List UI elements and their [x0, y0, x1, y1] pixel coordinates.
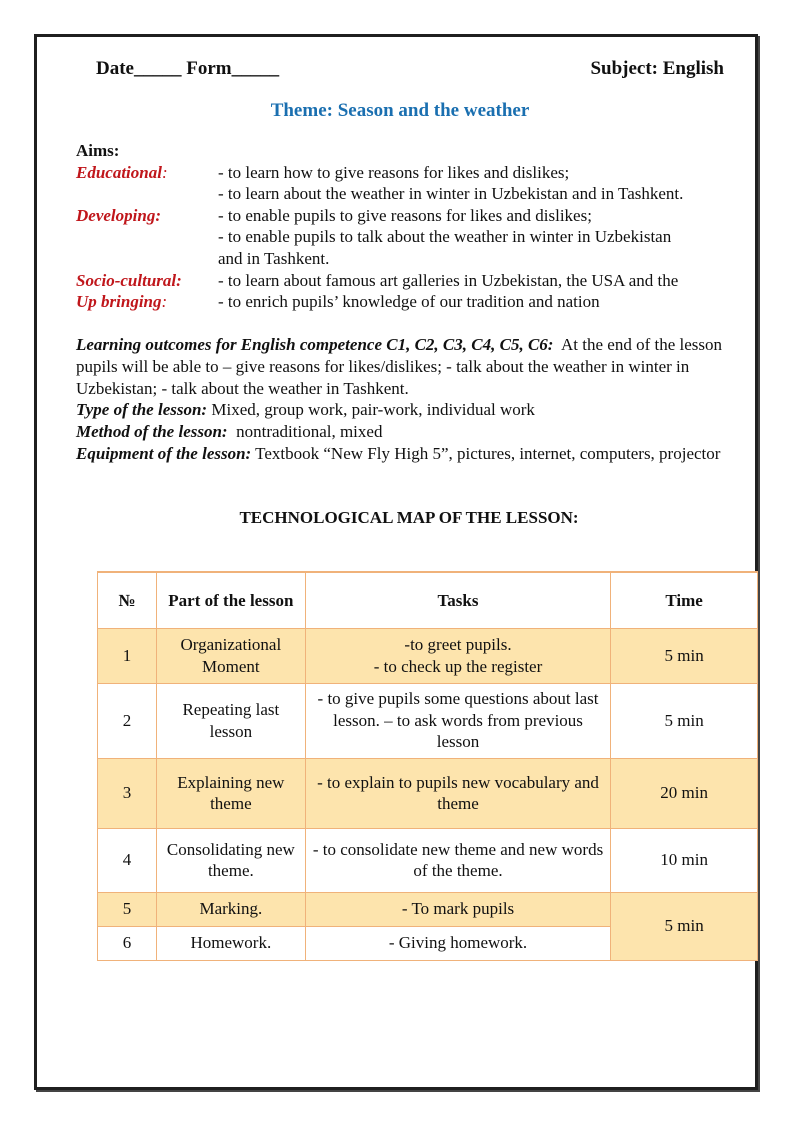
- row-tasks: [305, 758, 610, 828]
- header-tasks: Tasks: [305, 572, 610, 628]
- aim-line: - to learn about famous art galleries in Uzbekistan, the USA and the: [218, 270, 679, 290]
- table-header-row: [98, 572, 758, 628]
- header: [96, 58, 724, 80]
- subject-line: Subject: English: [590, 58, 724, 79]
- aim-label: Up bringing: [76, 292, 162, 312]
- row-part: Repeating last lesson: [156, 683, 305, 758]
- row-number: 1: [98, 628, 157, 683]
- lesson-method-label: Method of the lesson:: [76, 422, 228, 442]
- lesson-method: [76, 421, 746, 443]
- row-part: Organizational Moment: [156, 628, 305, 683]
- equipment-label: Equipment of the lesson:: [76, 443, 252, 463]
- lesson-type-value: Mixed, group work, pair-work, individual work: [211, 400, 535, 420]
- row-number: 2: [98, 683, 157, 758]
- table-row: [98, 683, 758, 758]
- row-time: 20 min: [611, 758, 758, 828]
- row-time: 5 min: [611, 628, 758, 683]
- row-tasks: [305, 828, 610, 892]
- aim-line: - to enable pupils to give reasons for likes and dislikes;: [218, 205, 592, 225]
- row-number: 6: [98, 926, 157, 960]
- aim-label: Educational: [76, 162, 162, 182]
- row-part: Homework.: [156, 926, 305, 960]
- aim-developing: [76, 205, 756, 270]
- table-row: [98, 892, 758, 926]
- row-number: 5: [98, 892, 157, 926]
- outcomes-text: At the end of the lesson pupils will be able to – give reasons for likes/dislikes; - talk about the weather in winter in Uzbekistan; - talk about the weather in Tashkent.: [76, 335, 723, 398]
- row-number: 4: [98, 828, 157, 892]
- row-part: Consolidating new theme.: [156, 828, 305, 892]
- task-line: -to greet pupils.: [404, 635, 512, 654]
- header-number: №: [98, 572, 157, 628]
- row-time: 5 min: [611, 683, 758, 758]
- task-line: - To mark pupils: [401, 899, 515, 919]
- theme-title: Theme: Season and the weather: [270, 100, 530, 121]
- row-tasks: [305, 926, 610, 960]
- task-line: - to give pupils some questions about last lesson. – to ask words from previous lesson: [317, 689, 599, 752]
- aim-label: Socio-cultural:: [76, 270, 182, 290]
- aim-line: - to learn about the weather in winter in Uzbekistan and in Tashkent.: [218, 184, 684, 204]
- aim-line: - to enrich pupils’ knowledge of our tradition and nation: [218, 292, 600, 312]
- row-number: 3: [98, 758, 157, 828]
- task-line: - to consolidate new theme and new words of the theme.: [312, 839, 604, 880]
- task-line: - to explain to pupils new vocabulary and theme: [317, 772, 599, 813]
- aim-line: and in Tashkent.: [218, 248, 330, 268]
- aim-line: - to learn how to give reasons for likes and dislikes;: [218, 162, 570, 182]
- technological-map-title: TECHNOLOGICAL MAP OF THE LESSON:: [239, 508, 579, 527]
- task-line: - Giving homework.: [388, 933, 528, 953]
- row-tasks: [305, 628, 610, 683]
- row-time: 10 min: [611, 828, 758, 892]
- outcomes-label: Learning outcomes for English competence C1, C2, C3, C4, C5, C6:: [76, 335, 554, 354]
- aim-educational: Educational: - to learn how to give reasons for likes and dislikes; - to learn about the weather in winter in Uzbekistan and in Tashkent.: [76, 162, 756, 205]
- lesson-method-value: nontraditional, mixed: [236, 422, 383, 442]
- aim-socio-cultural: [76, 270, 756, 292]
- lesson-equipment: [76, 443, 746, 465]
- row-tasks: [305, 892, 610, 926]
- row-time: 5 min: [611, 892, 758, 960]
- task-line: - to check up the register: [373, 656, 543, 676]
- row-part: Explaining new theme: [156, 758, 305, 828]
- aim-line: - to enable pupils to talk about the weather in winter in Uzbekistan: [218, 227, 672, 247]
- aims-section: [76, 140, 756, 313]
- aim-up-bringing: Up bringing: - to enrich pupils’ knowledge of our tradition and nation: [76, 291, 756, 313]
- aim-label: Developing:: [76, 205, 161, 225]
- row-part: Marking.: [156, 892, 305, 926]
- equipment-value: Textbook “New Fly High 5”, pictures, internet, computers, projector: [255, 443, 721, 463]
- table-row: [98, 628, 758, 683]
- aims-title: Aims:: [76, 141, 120, 160]
- lesson-info: [76, 334, 746, 465]
- lesson-type-label: Type of the lesson:: [76, 400, 208, 420]
- header-time: Time: [611, 572, 758, 628]
- table-row: [98, 828, 758, 892]
- lesson-map-table: [97, 571, 758, 961]
- learning-outcomes: [76, 334, 746, 399]
- table-row: [98, 758, 758, 828]
- header-part: Part of the lesson: [156, 572, 305, 628]
- date-form-line: Date_____ Form_____: [96, 58, 280, 79]
- row-tasks: [305, 683, 610, 758]
- lesson-type: [76, 399, 746, 421]
